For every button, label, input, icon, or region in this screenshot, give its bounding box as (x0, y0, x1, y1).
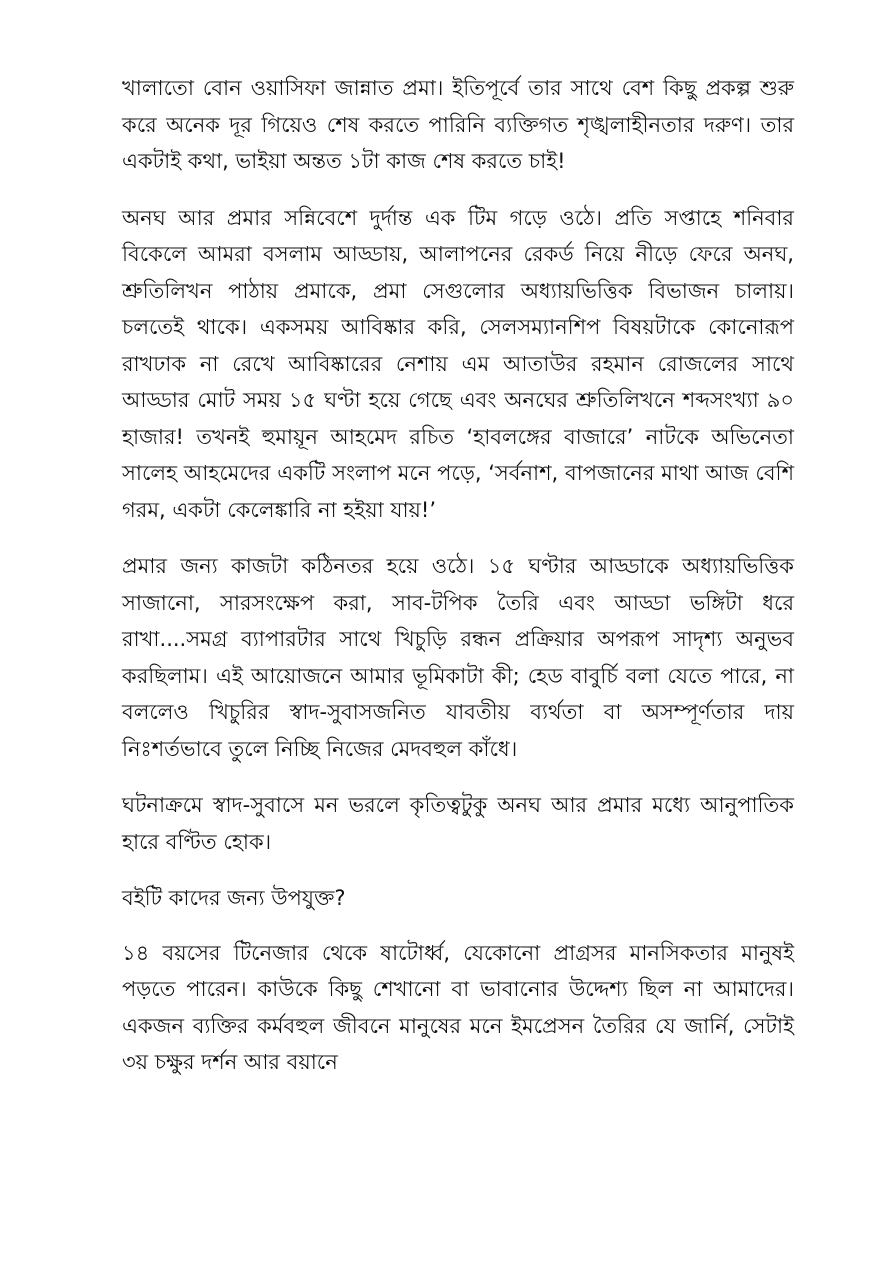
paragraph-credit: ঘটনাক্রমে স্বাদ-সুবাসে মন ভরলে কৃতিত্বটুকু অনঘ আর প্রমার মধ্যে আনুপাতিক হারে বণ্টিত হোক। (122, 793, 794, 854)
paragraph-intro: খালাতো বোন ওয়াসিফা জান্নাত প্রমা। ইতিপূর্বে তার সাথে বেশ কিছু প্রকল্প শুরু করে অনেক দূর গিয়েও শেষ করতে পারিনি ব্যক্তিগত শৃঙ্খলাহীনতার দরুণ। তার একটাই কথা, ভাইয়া অন্তত ১টা কাজ শেষ করতে চাই! (122, 76, 794, 173)
paragraph-team: অনঘ আর প্রমার সন্নিবেশে দুর্দান্ত এক টিম গড়ে ওঠে। প্রতি সপ্তাহে শনিবার বিকেলে আমরা বসলাম আড্ডায়, আলাপনের রেকর্ড নিয়ে নীড়ে ফেরে অনঘ, শ্রুতিলিখন পাঠায় প্রমাকে, প্রমা সেগুলোর অধ্যায়ভিত্তিক বিভাজন চালায়। চলতেই থাকে। একসময় আবিষ্কার করি, সেলসম্যানশিপ বিষয়টাকে কোনোরূপ রাখঢাক না রেখে আবিষ্কারের নেশায় এম আতাউর রহমান রোজলের সাথে আড্ডার মোট সময় ১৫ ঘণ্টা হয়ে গেছে এবং অনঘের শ্রুতিলিখনে শব্দসংখ্যা ৯০ হাজার! তখনই হুমায়ূন আহমেদ রচিত ‘হাবলঙ্গের বাজারে’ নাটকে অভিনেতা সালেহ আহমেদের একটি সংলাপ মনে পড়ে, ‘সর্বনাশ, বাপজানের মাথা আজ বেশি গরম, একটা কেলেঙ্কারি না হইয়া যায়!’ (122, 205, 794, 522)
paragraph-audience: ১৪ বয়সের টিনেজার থেকে ষাটোর্ধ্ব, যেকোনো প্রাগ্রসর মানসিকতার মানুষই পড়তে পারেন। কাউকে কিছু শেখানো বা ভাবানোর উদ্দেশ্য ছিল না আমাদের। একজন ব্যক্তির কর্মবহুল জীবনে মানুষের মনে ইমপ্রেসন তৈরির যে জার্নি, সেটাই ৩য় চক্ষুর দর্শন আর বয়ানে (122, 940, 794, 1074)
paragraph-work: প্রমার জন্য কাজটা কঠিনতর হয়ে ওঠে। ১৫ ঘণ্টার আড্ডাকে অধ্যায়ভিত্তিক সাজানো, সারসংক্ষেপ করা, সাব-টপিক তৈরি এবং আড্ডা ভঙ্গিটা ধরে রাখা....সমগ্র ব্যাপারটার সাথে খিচুড়ি রন্ধন প্রক্রিয়ার অপরূপ সাদৃশ্য অনুভব করছিলাম। এই আয়োজনে আমার ভূমিকাটা কী; হেড বাবুর্চি বলা যেতে পারে, না বললেও খিচুরির স্বাদ-সুবাসজনিত যাবতীয় ব্যর্থতা বা অসম্পূর্ণতার দায় নিঃশর্তভাবে তুলে নিচ্ছি নিজের মেদবহুল কাঁধে। (122, 554, 794, 761)
book-page (122, 70, 794, 1101)
section-question: বইটি কাদের জন্য উপযুক্ত? (122, 886, 346, 910)
